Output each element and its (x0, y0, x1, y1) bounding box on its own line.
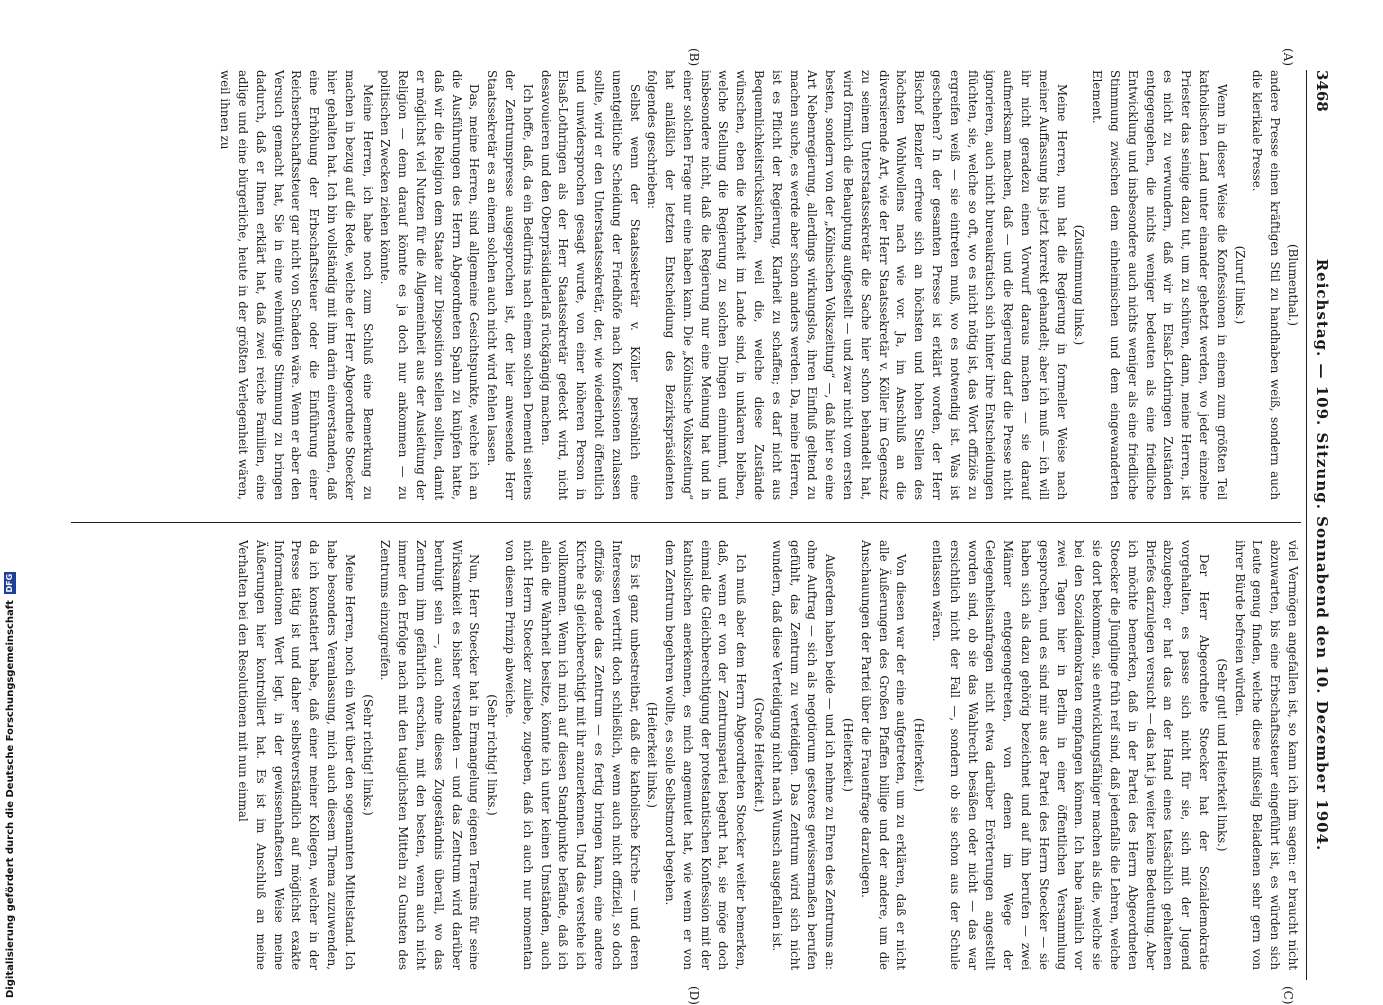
stage-direction: (Heiterkeit.) (841, 717, 856, 792)
page-title: Reichstag. — 109. Sitzung. Sonnabend den 10. Dezember 1904. (1313, 258, 1331, 852)
stage-direction: (Blumenthal.) (1286, 244, 1300, 326)
page-number: 3468 (1313, 70, 1331, 112)
stage-direction: (Zuruf links.) (1232, 245, 1247, 325)
stage-direction: (Große Heiterkeit.) (752, 697, 767, 813)
header-rule (1306, 70, 1307, 980)
dfg-logo-icon: DFG (5, 573, 14, 593)
paragraph: Meine Herren, noch ein Wort über den sogenannten Mittelstand. Ich habe besonders Veranlassung, mich auch diesem Thema zuzuwenden, da ich konstatiert habe, daß einer meiner Kollegen, welcher in der Presse tätig ist und daher selbstverständlich auf möglichst exakte Informationen Wert legt, in der gewissenhaftesten Weise meine Äußerungen hier kontrolliert hat. Es ist im Anschluß an meine Verhalten bei den Resolutionen mit nun einmal (235, 540, 357, 970)
margin-marker-d: (D) (687, 986, 701, 1005)
left-text-column (71, 70, 1301, 500)
margin-marker-b: (B) (687, 48, 701, 67)
page-header (1309, 70, 1335, 980)
paragraph: Meine Herren, ich habe noch zum Schluß eine Bemerkung zu machen in bezug auf die Rede, welche der Herr Abgeordnete Stoecker hier gehalten hat. Ich bin vollständig mit ihm darin einverstanden, daß eine Erhöhung der Erbschaftssteuer oder die Einführung einer Reichserbschaftssteuer gar nicht von Schaden wäre. Wenn er aber den Versuch gemacht hat, Sie in eine wehmütige Stimmung zu bringen dadurch, daß er Ihnen erklärt hat, daß zwei reiche Familien, eine adlige und eine bürgerliche, heute in der größten Verlegenheit wären, weil ihnen zu (218, 70, 375, 500)
paragraph: Ich hoffe, daß, da ein Bedürfnis nach einem solchen Dementi seitens der Zentrumspresse ausgesprochen ist, der hier anwesende Herr Staatssekretär es an einem solchen auch nicht wird fehlen lassen. (485, 70, 535, 500)
stage-direction: (Zustimmung links.) (1072, 224, 1087, 346)
paragraph: Außerdem haben beide — und ich nehme zu Ehren des Zentrums an: ohne Auftrag — sich als negotiorum gestores gewissermaßen berufen gefühlt, das Zentrum zu verteidigen. Das Zentrum wird sich nicht wundern, daß diese Verteidigung nicht nach Wunsch ausgefallen ist. (769, 540, 838, 970)
margin-marker-a: (A) (1281, 48, 1295, 67)
stage-direction: (Sehr richtig! links.) (485, 694, 500, 816)
stage-direction: (Sehr richtig! links.) (360, 694, 375, 816)
column-divider (71, 522, 1301, 523)
paragraph: Das, meine Herren, sind allgemeine Gesichtspunkte, welche ich an die Ausführungen des Herrn Abgeordneten Spahn zu knüpfen hatte, daß wir die Religion dem Staate zur Disposition stellen sollten, damit er möglichst viel Nutzen für die Allgemeinheit aus der Ausleitung der Religion — denn darauf könnte es ja doch nur ankommen — zu politischen Zwecken ziehen könnte. (378, 70, 482, 500)
rotated-document-page (41, 40, 1341, 1005)
paragraph: Wenn in dieser Weise die Konfessionen in einem zum größten Teil katholischen Land unter einander gehetzt werden, wo jeder einzelne Priester das seinige dazu tut, um zu schüren, dann, meine Herren, ist es nicht zu verwundern, daß wir in Elsaß-Lothringen Zuständen entgegengehen, die nichts weniger bedeuten als eine friedliche Entwicklung und insbesondere auch nichts weniger als eine friedliche Stimmung zwischen dem einheimischen und dem eingewanderten Element. (1090, 70, 1229, 500)
stage-direction: (Heiterkeit.) (912, 717, 927, 792)
footer-text: Digitalisierung gefördert durch die Deutsche Forschungsgemeinschaft (4, 600, 16, 998)
paragraph: andere Presse einen kräftigen Stil zu handhaben weiß, sondern auch die klerikale Presse. (1250, 70, 1283, 500)
paragraph: Von diesen war der eine aufgetreten, um zu erklären, daß er nicht alle Äußerungen des Großen Pfaffen billige und der andere, um die Anschauungen der Partei über die Frauenfrage darzulegen. (858, 540, 909, 970)
paragraph: Selbst wenn der Staatssekretär v. Köller persönlich eine unentgeltliche Scheidung der Friedhöfe nach Konfessionen zulassen sollte, wird er den Unterstaatssekretär, der, wie wiederholt öffentlich und unwidersprochen gesagt wurde, von einer höheren Person in Elsaß-Lothringen als der Herr Staatssekretär gedeckt wird, nicht desavouieren und den Oberpräsidialerlaß rückgängig machen. (538, 70, 642, 500)
paragraph: Meine Herren, nun hat die Regierung in formeller Weise nach meiner Auffassung bis jetzt korrekt gehandelt; aber ich muß — ich will ihr nicht geradezu einen Vorwurf daraus machen — sie darauf aufmerksam machen, daß — und die Regierung darf die Presse nicht ignorieren, auch nicht bureaukratisch sich hinter ihre Entscheidungen flüchten, sie, welche so oft, wo es nicht nötig ist, das Wort offiziös zu ergreifen weiß — sie eintreten muß, wo es notwendig ist. Was ist geschehen? In der gesamten Presse ist erklärt worden, der Herr Bischof Benzler erfreue sich an höchsten und hohen Stellen des höchsten Wohlwollens nach wie vor. Ja, im Anschluß an die diversierende Art, wie der Herr Staatssekretär v. Köller im Gegensatz zu seinem Unterstaatssekretär die Sache hier schon behandelt hat, wird förmlich die Behauptung aufgestellt — und zwar nicht vom ersten besten, sondern von der „Kölnischen Volkszeitung“ —, daß hier so eine Art Nebenregierung, allerdings wirkungslos, ihren Einfluß geltend zu machen suche, es werde aber schon anders werden. Da, meine Herren, ist es Pflicht der Regierung, Klarheit zu schaffen; es darf nicht aus Bequemlichkeitsrücksichten, weil die, welche diese Zustände wünschen, eben die Mehrheit im Lande sind, in unklaren bleiben, welche Stellung die Regierung zu solchen Dingen einnimmt, und insbesondere nicht, daß die Regierung nur eine Meinung hat und in einer solchen Frage nur eine haben kann. Die „Kölnische Volkszeitung“ hat anläßlich der letzten Entscheidung des Bezirkspräsidenten folgendes geschrieben: (645, 70, 1069, 500)
paragraph: Der Herr Abgeordnete Stoecker hat der Sozialdemokratie vorgehalten, es passe sich nicht für sie, sich mit der Jugend abzugeben; er hat das an der Hand eines tatsächlich gehaltenen Briefes darzulegen versucht — das hat ja weiter keine Bedeutung. Aber ich möchte bemerken, daß in der Partei des Herrn Abgeordneten Stoecker die Jünglinge früh reif sind, daß jedenfalls die Lehren, welche sie dort bekommen, sie entwicklungsfähiger machen als die, welche sie bei den Sozialdemokraten empfangen können. Ich habe nämlich vor zwei Tagen hier in Berlin in einer öffentlichen Versammlung gesprochen, und es sind mir aus der Partei des Herrn Stoecker — sie haben sich als dazu gehörig bezeichnet und auf ihn berufen — zwei Männer entgegengetreten, von denen im Wege der Gelegenheitsanfragen nicht etwa darüber Erörterungen angestellt worden sind, ob sie das Wahlrecht besäßen oder nicht — das war ersichtlich nicht der Fall —, sondern ob sie schon aus der Schule entlassen wären. (930, 540, 1212, 970)
paragraph: Es ist ganz unbestreitbar, daß die katholische Kirche — und deren Interessen vertritt doch schließlich, wenn auch nicht offiziell, so doch offiziös gerade das Zentrum — es fertig bringen kann, eine andere Kirche als gleichberechtigt mit ihr anzuerkennen. Und das verstehe ich vollkommen. Wenn ich mich auf diesen Standpunkte befände, daß ich allein die Wahrheit besitze, könnte ich unter keinen Umständen, auch nicht Herrn Stoecker zuliebe, zugeben, daß ich auch nur momentan von diesem Prinzip abweiche. (502, 540, 642, 970)
paragraph: Nun, Herr Stoecker hat in Ermangelung eigenen Terrains für seine Wirksamkeit es bisher verstanden — und das Zentrum wird darüber beruhigt sein —, auch ohne dieses Zugeständnis überall, wo das Zentrum ihm gefährlich erschien, mit den besten, wenn auch nicht immer den Erfolge nach mit den tauglichsten Mitteln zu Gunsten des Zentrums einzugreifen. (378, 540, 482, 970)
stage-direction: (Sehr gut! und Heiterkeit links.) (1214, 658, 1229, 852)
paragraph: viel Vermögen angefallen ist, so kann ich ihm sagen: er braucht nicht abzuwarten, bis eine Erbschaftssteuer eingeführt ist, es würden sich Leute genug finden, welche diese mißselig Beladenen sehr gern von ihrer Bürde befreien würden. (1232, 540, 1300, 970)
right-text-column (71, 540, 1301, 970)
digitization-footer (4, 8, 16, 998)
margin-marker-c: (C) (1281, 986, 1295, 1005)
paragraph: Ich muß aber dem Herrn Abgeordneten Stoecker weiter bemerken, daß, wenn er von der Zentrumspartei begehrt hat, sie möge doch einmal die Gleichberechtigung der protestantischen Konfession mit der katholischen anerkennen, es mich angemutet hat, wie wenn er von dem Zentrum begehren wollte, es solle Selbstmord begehen. (663, 540, 749, 970)
stage-direction: (Heiterkeit links.) (645, 701, 660, 809)
